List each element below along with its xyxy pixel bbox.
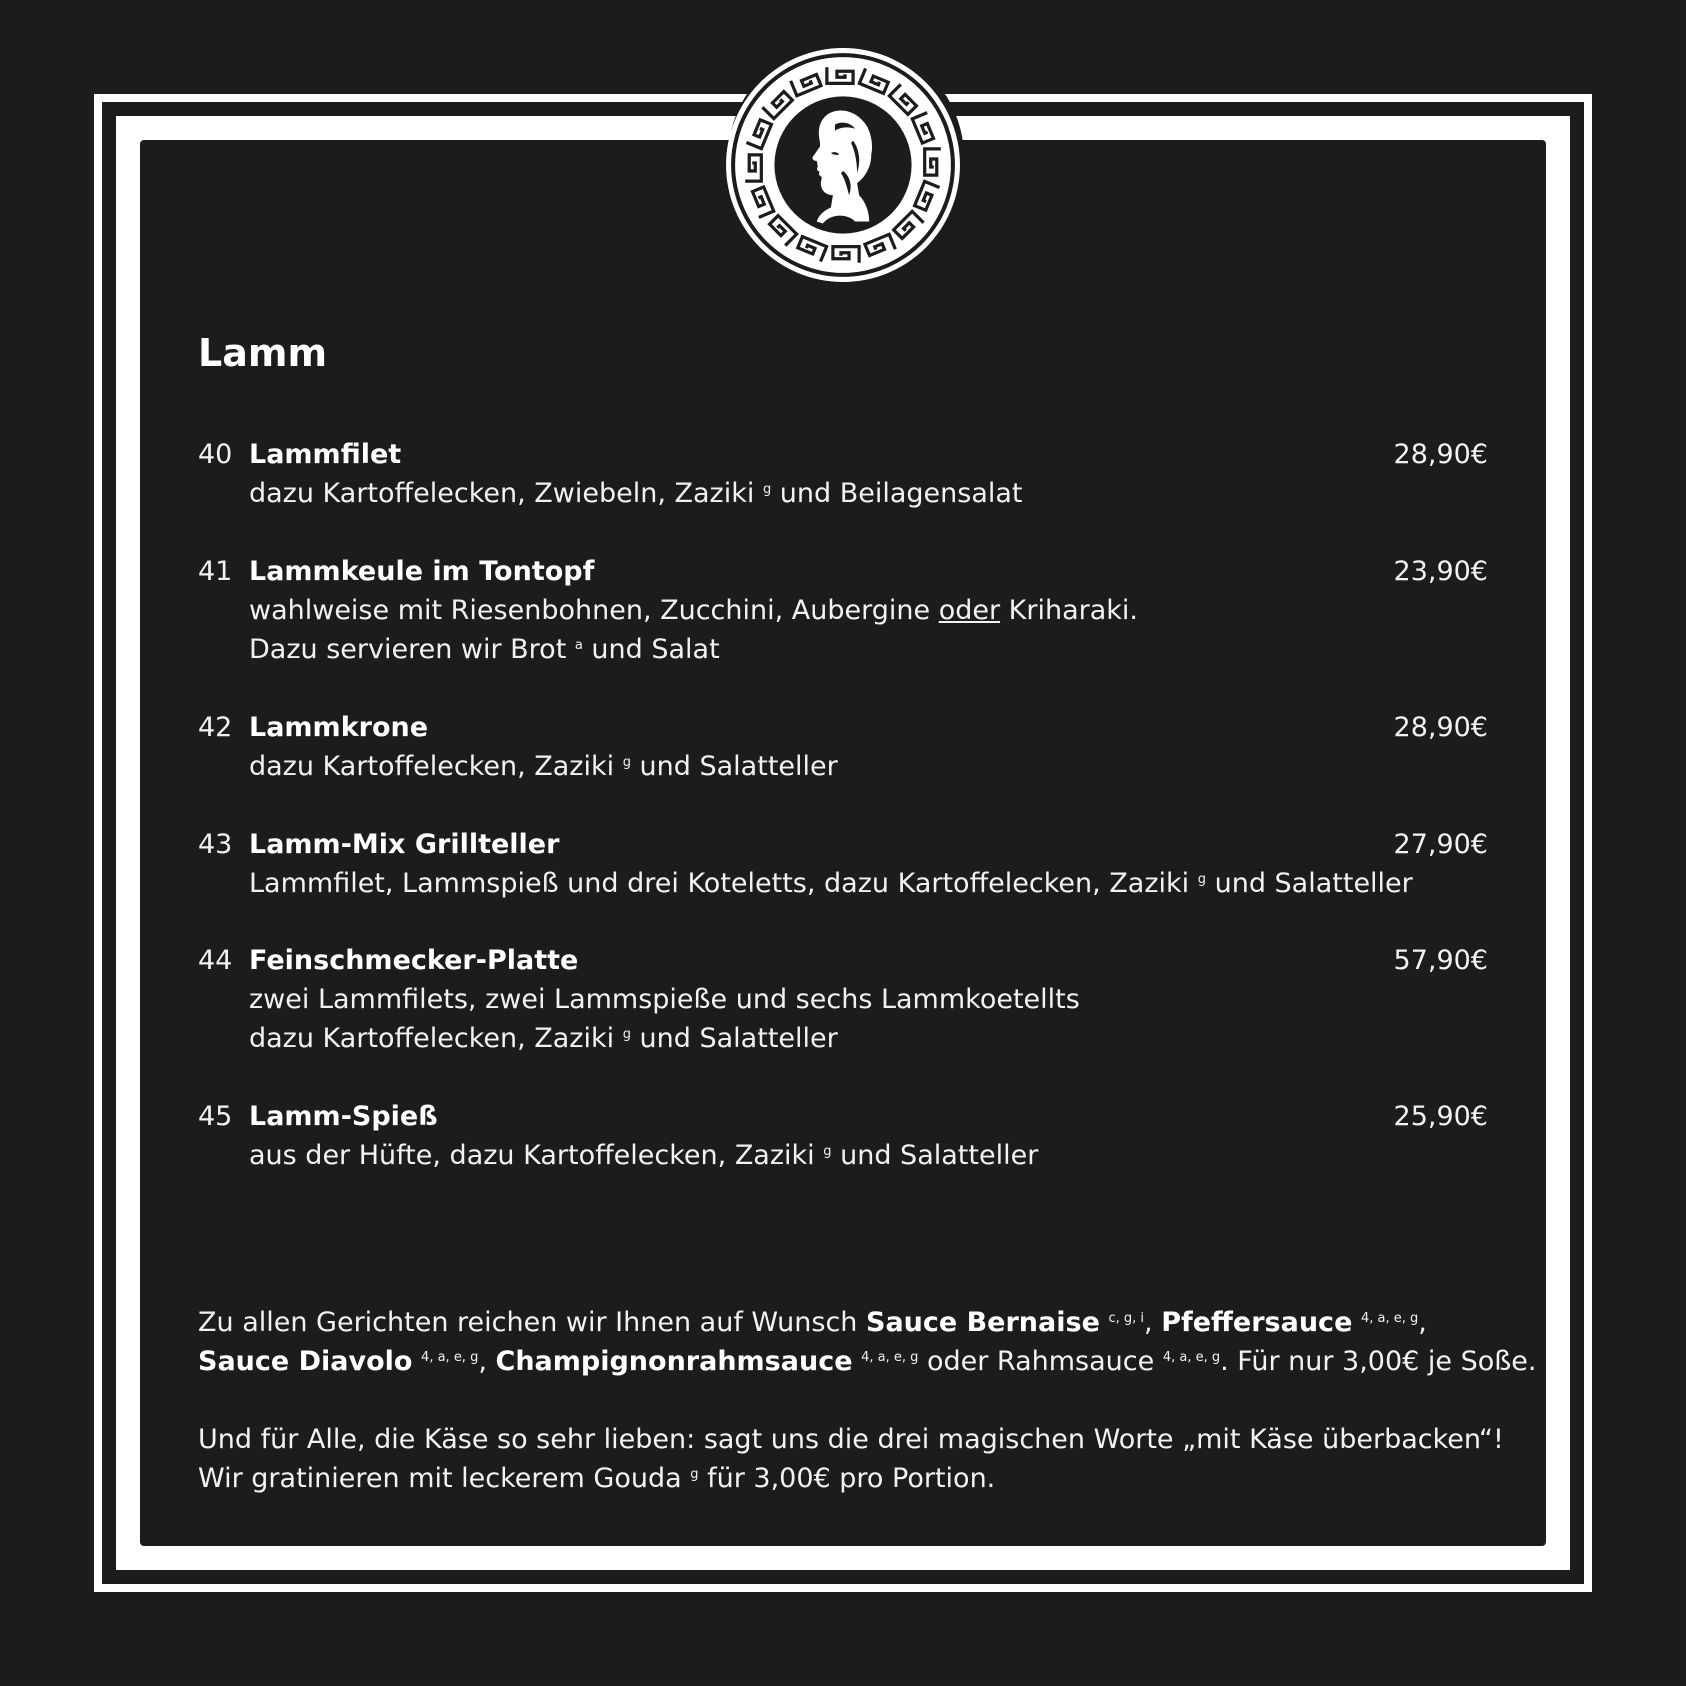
item-number: 43 [198, 829, 233, 860]
item-number: 45 [198, 1101, 233, 1132]
description-line: dazu Kartoffelecken, Zaziki $^g$ und Salatteller [249, 751, 838, 782]
item-price: 27,90€ [1393, 829, 1488, 860]
allergen-code: 4, a, e, g [1162, 1350, 1221, 1365]
item-name: Lammfilet [249, 439, 402, 470]
greek-bust-emblem-icon [722, 44, 964, 286]
cheese-note [198, 1420, 1504, 1498]
allergen-code: c, g, i [1108, 1311, 1145, 1326]
description-line: aus der Hüfte, dazu Kartoffelecken, Zaziki $^g$ und Salatteller [249, 1140, 1039, 1171]
item-description [249, 864, 1413, 903]
item-number: 42 [198, 712, 233, 743]
item-description [249, 1136, 1038, 1175]
item-price: 28,90€ [1393, 712, 1488, 743]
description-line: Lammfilet, Lammspieß und drei Koteletts, dazu Kartoffelecken, Zaziki $^g$ und Salatteller [249, 868, 1413, 899]
sauce-diavolo: Sauce Diavolo [198, 1346, 413, 1377]
sauce-note-line-2: Sauce Diavolo $^{4, a, e, g}$, Champignonrahmsauce $^{4, a, e, g}$ oder Rahmsauce $^{4, a, e, g}$. Für nur 3,00€ je Soße. [198, 1346, 1537, 1377]
item-price: 28,90€ [1393, 439, 1488, 470]
item-description [249, 980, 1080, 1058]
sauce-bernaise: Sauce Bernaise [866, 1307, 1100, 1338]
allergen-code: g [622, 1027, 631, 1042]
item-name: Lammkeule im Tontopf [249, 556, 595, 587]
item-price: 25,90€ [1393, 1101, 1488, 1132]
description-line: zwei Lammfilets, zwei Lammspieße und sechs Lammkoetellts [249, 984, 1080, 1015]
item-description [249, 591, 1138, 669]
item-name: Lammkrone [249, 712, 429, 743]
item-description [249, 747, 838, 786]
allergen-code: g [823, 1144, 832, 1159]
item-name: Lamm-Spieß [249, 1101, 438, 1132]
description-line: wahlweise mit Riesenbohnen, Zucchini, Aubergine oder Kriharaki. [249, 595, 1138, 626]
description-line: dazu Kartoffelecken, Zwiebeln, Zaziki $^g$ und Beilagensalat [249, 478, 1023, 509]
description-line: Dazu servieren wir Brot $^a$ und Salat [249, 634, 720, 665]
allergen-code: 4, a, e, g [861, 1350, 919, 1365]
sauce-note-line-1: Zu allen Gerichten reichen wir Ihnen auf Wunsch Sauce Bernaise $^{c, g, i}$, Pfeffersauce $^{4, a, e, g}$, [198, 1307, 1427, 1338]
allergen-code: g [690, 1467, 699, 1482]
underlined-word: oder [938, 595, 1001, 626]
allergen-code: a [574, 638, 583, 653]
item-number: 41 [198, 556, 233, 587]
pfeffersauce: Pfeffersauce [1161, 1307, 1353, 1338]
item-price: 23,90€ [1393, 556, 1488, 587]
allergen-code: 4, a, e, g [421, 1350, 479, 1365]
allergen-code: 4, a, e, g [1360, 1311, 1419, 1326]
item-name: Feinschmecker-Platte [249, 945, 579, 976]
item-number: 40 [198, 439, 233, 470]
sauce-note [198, 1303, 1537, 1381]
item-name: Lamm-Mix Grillteller [249, 829, 560, 860]
item-number: 44 [198, 945, 233, 976]
champignonrahmsauce: Champignonrahmsauce [495, 1346, 853, 1377]
cheese-note-line-1: Und für Alle, die Käse so sehr lieben: sagt uns die drei magischen Worte „mit Käse überbacken“! [198, 1424, 1504, 1455]
allergen-code: g [762, 482, 772, 497]
item-description [249, 474, 1023, 513]
section-title: Lamm [198, 331, 328, 375]
item-price: 57,90€ [1393, 945, 1488, 976]
cheese-note-line-2: Wir gratinieren mit leckerem Gouda $^g$ für 3,00€ pro Portion. [198, 1463, 996, 1494]
description-line: dazu Kartoffelecken, Zaziki $^g$ und Salatteller [249, 1023, 838, 1054]
allergen-code: g [622, 755, 631, 770]
allergen-code: g [1197, 872, 1207, 887]
